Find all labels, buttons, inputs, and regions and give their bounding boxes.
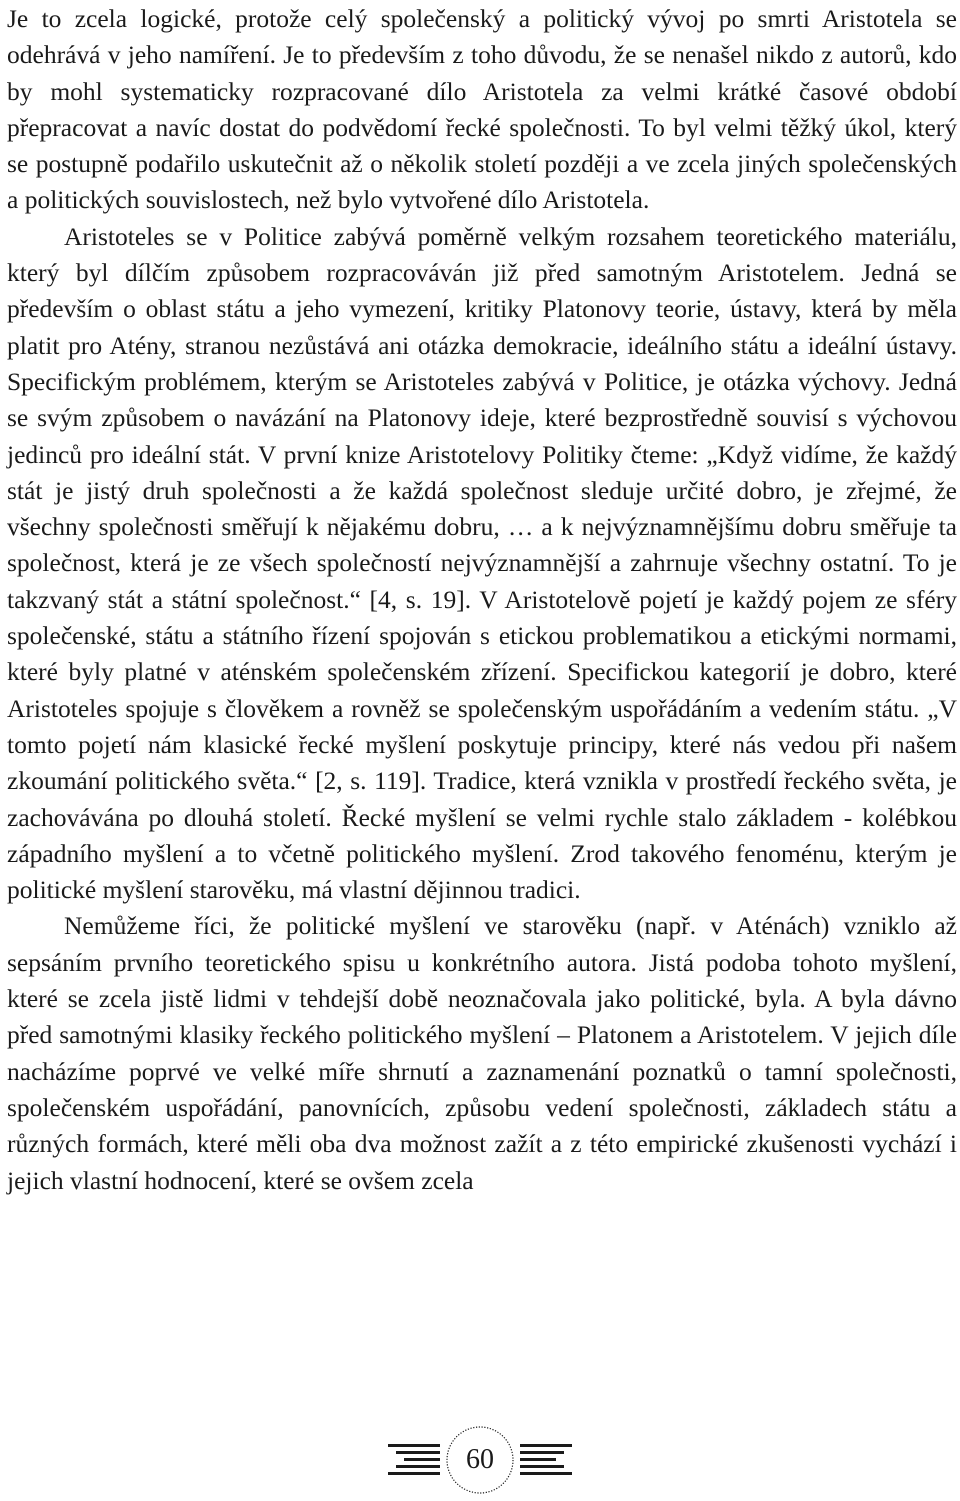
paragraph-2: Aristoteles se v Politice zabývá poměrně velkým rozsahem teoretického materiálu, který byl dílčím způsobem rozpracováván již před samotným Aristotelem. Jedná se především o oblast státu a jeho vymezení, kritiky Platonovy teorie, ústavy, která by měla platit pro Atény, stranou nezůstává ani otázka demokracie, ideálního státu a ideální ústavy. Specifickým problémem, kterým se Aristoteles zabývá v Politice, je otázka výchovy. Jedná se svým způsobem o navázání na Platonovy ideje, které bezprostředně souvisí s výchovou jedinců pro ideální stát. V první knize Aristotelovy Politiky čteme: „Když vidíme, že každý stát je jistý druh společnosti a že každá společnost sleduje určité dobro, je zřejmé, že všechny společnosti směřují k nějakému dobru, … a k nejvýznamnějšímu dobru směřuje ta společnost, která je ze všech společností nejvýznamnější a zahrnuje všechny ostatní. To je takzvaný stát a státní společnost.“ [4, s. 19]. V Aristotelově pojetí je každý pojem ze sféry společenské, státu a státního řízení spojován s etickou problematikou a etickými normami, které byly platné v aténském společenském zřízení. Specifickou kategorií je dobro, které Aristoteles spojuje s člověkem a rovněž se společenským uspořádáním a vedením státu. „V tomto pojetí nám klasické řecké myšlení poskytuje principy, které nás vedou při našem zkoumání politického světa.“ [2, s. 119]. Tradice, která vznikla v prostředí řeckého světa, je zachovávána po dlouhá století. Řecké myšlení se velmi rychle stalo základem - kolébkou západního myšlení a to včetně politického myšlení. Zrod takového fenoménu, kterým je politické myšlení starověku, má vlastní dějinnou tradici. [7,221,957,905]
document-body [7,1,957,1199]
page-footer [0,1425,960,1495]
paragraph-3: Nemůžeme říci, že politické myšlení ve starověku (např. v Aténách) vzniklo až sepsáním prvního teoretického spisu u konkrétního autora. Jistá podoba tohoto myšlení, které se zcela jistě lidmi v tehdejší době neoznačovala jako politické, byla. A byla dávno před samotnými klasiky řeckého politického myšlení – Platonem a Aristotelem. V jejich díle nacházíme poprvé ve velké míře shrnutí a zaznamenání poznatků o tamní společnosti, společenském uspořádání, panovnících, způsobu vedení společnosti, základech státu a různých formách, které měli oba dva možnost zažít a z této empirické zkušenosti vychází i jejich vlastní hodnocení, které se ovšem zcela [7,911,957,1195]
page-number: 60 [466,1444,494,1475]
paragraph-1: Je to zcela logické, protože celý společenský a politický vývoj po smrti Aristotela se odehrává v jeho namíření. Je to především z toho důvodu, že se nenašel nikdo z autorů, kdo by mohl systematicky rozpracované dílo Aristotela za velmi krátké časové období přepracovat a navíc dostat do podvědomí řecké společnosti. To byl velmi těžký úkol, který se postupně podařilo uskutečnit až o několik století později a ve zcela jiných společenských a politických souvislostech, než bylo vytvořené dílo Aristotela. [7,4,957,215]
